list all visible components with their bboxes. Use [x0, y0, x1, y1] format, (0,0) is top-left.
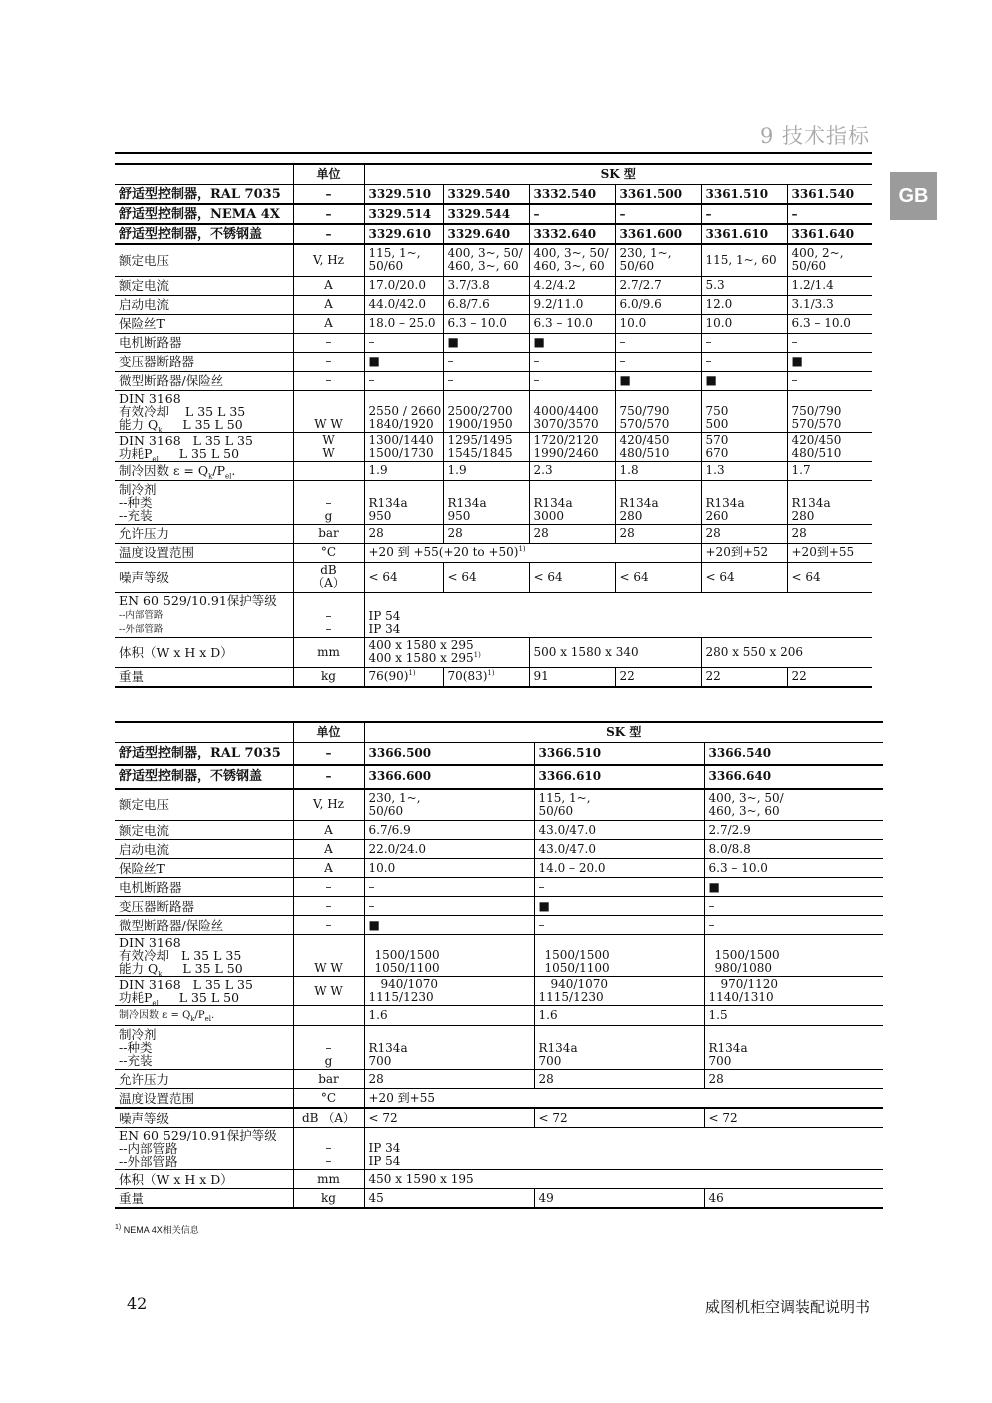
cell: R134a 700	[534, 1026, 704, 1070]
cell: –	[534, 878, 704, 897]
cell: 22	[787, 667, 872, 687]
cell: 3329.610	[364, 224, 443, 244]
row-label: 舒适型控制器，不锈钢盖	[115, 224, 293, 244]
table-row-cooling	[115, 935, 883, 977]
row-label: 舒适型控制器，NEMA 4X	[115, 204, 293, 224]
row-unit: °C	[293, 1089, 364, 1109]
cell: –	[701, 333, 787, 352]
table-row	[115, 543, 872, 562]
cell: 28	[787, 524, 872, 543]
header-unit: 单位	[293, 164, 364, 185]
cell: –	[787, 371, 872, 390]
row-unit: –	[293, 224, 364, 244]
row-unit: W W	[293, 432, 364, 461]
row-label: 微型断路器/保险丝	[115, 371, 293, 390]
cell: 22	[615, 667, 701, 687]
cell: 400 x 1580 x 295 400 x 1580 x 295$^{1)}$	[364, 637, 529, 667]
cell: < 64	[529, 562, 615, 592]
cell: 2550 / 2660 1840/1920	[364, 390, 443, 432]
row-label: 制冷剂 --种类 --充装	[115, 1026, 293, 1070]
cell: 43.0/47.0	[534, 821, 704, 840]
cell: –	[615, 204, 701, 224]
cell: 750 500	[701, 390, 787, 432]
cell: 10.0	[615, 314, 701, 333]
header-blank	[115, 164, 293, 185]
cell: 3361.540	[787, 185, 872, 205]
cell: < 64	[443, 562, 529, 592]
table-row	[115, 295, 872, 314]
table-row	[115, 916, 883, 935]
cell: R134a 280	[787, 480, 872, 524]
table-row	[115, 314, 872, 333]
table-row	[115, 859, 883, 878]
cell: 6.0/9.6	[615, 295, 701, 314]
cell: 28	[443, 524, 529, 543]
row-unit: A	[293, 840, 364, 859]
cell: 17.0/20.0	[364, 276, 443, 295]
cell: ■	[364, 352, 443, 371]
table-row	[115, 1189, 883, 1209]
cell: 1.9	[364, 461, 443, 480]
row-label: 温度设置范围	[115, 543, 293, 562]
row-label: 电机断路器	[115, 878, 293, 897]
row-unit: mm	[293, 1170, 364, 1189]
spec-table-1	[115, 163, 872, 688]
cell: < 72	[534, 1108, 704, 1128]
row-unit: – g	[293, 480, 364, 524]
row-label: 额定电流	[115, 821, 293, 840]
row-label: 制冷剂 --种类 --充装	[115, 480, 293, 524]
cell: 3366.500	[364, 743, 534, 765]
row-unit: –	[293, 916, 364, 935]
cell: ■	[534, 897, 704, 916]
row-label: 体积（W x H x D）	[115, 1170, 293, 1189]
top-rule	[115, 152, 872, 154]
cell: R134a 700	[704, 1026, 883, 1070]
row-label: DIN 3168 L 35 L 35 功耗$P_{el}$ L 35 L 50	[115, 432, 293, 461]
row-unit: – –	[293, 1128, 364, 1170]
cell: 1.7	[787, 461, 872, 480]
cell: < 64	[364, 562, 443, 592]
table-row	[115, 637, 872, 667]
cell: 45	[364, 1189, 534, 1209]
row-unit: bar	[293, 1070, 364, 1089]
cell: 28	[364, 1070, 534, 1089]
cell: 115, 1~, 60	[701, 244, 787, 276]
table-row	[115, 1170, 883, 1189]
row-label: EN 60 529/10.91保护等级 --内部管路 --外部管路	[115, 1128, 293, 1170]
cell: 2500/2700 1900/1950	[443, 390, 529, 432]
cell: 115, 1~, 50/60	[364, 244, 443, 276]
table-row	[115, 461, 872, 480]
cell: –	[704, 897, 883, 916]
cell: 230, 1~, 50/60	[615, 244, 701, 276]
cell: 400, 2~, 50/60	[787, 244, 872, 276]
table-row	[115, 204, 872, 224]
row-unit: A	[293, 314, 364, 333]
cell: IP 34 IP 54	[364, 1128, 883, 1170]
cell: –	[534, 916, 704, 935]
cell: 3329.540	[443, 185, 529, 205]
row-unit: –	[293, 743, 364, 765]
row-label: 微型断路器/保险丝	[115, 916, 293, 935]
table-row	[115, 371, 872, 390]
cell: 4000/4400 3070/3570	[529, 390, 615, 432]
cell: 750/790 570/570	[787, 390, 872, 432]
cell: R134a 260	[701, 480, 787, 524]
cell: $76(90)^{1)}$	[364, 667, 443, 687]
header-type: SK 型	[364, 722, 883, 743]
table-row	[115, 276, 872, 295]
cell: –	[364, 333, 443, 352]
cell: 6.3 – 10.0	[787, 314, 872, 333]
cell: 450 x 1590 x 195	[364, 1170, 883, 1189]
cell: –	[529, 352, 615, 371]
cell: –	[529, 204, 615, 224]
page-number: 42	[127, 1294, 148, 1313]
row-unit: –	[293, 897, 364, 916]
row-label: 制冷因数 $\varepsilon = Q_k/P_{el}$.	[115, 461, 293, 480]
cell: 940/1070 1115/1230	[534, 977, 704, 1006]
header-blank	[115, 722, 293, 743]
cell: 28	[704, 1070, 883, 1089]
cell: 115, 1~, 50/60	[534, 789, 704, 821]
table-header-row	[115, 164, 872, 185]
row-label: 允许压力	[115, 1070, 293, 1089]
table-row-cooling	[115, 390, 872, 432]
row-label: 重量	[115, 1189, 293, 1209]
row-unit: –	[293, 765, 364, 789]
table-row	[115, 244, 872, 276]
row-unit	[293, 461, 364, 480]
table-row	[115, 524, 872, 543]
header-type: SK 型	[364, 164, 872, 185]
cell: 10.0	[701, 314, 787, 333]
cell: –	[443, 371, 529, 390]
row-unit	[293, 1006, 364, 1026]
cell: ■	[615, 371, 701, 390]
cell: 3.7/3.8	[443, 276, 529, 295]
row-label: 保险丝T	[115, 859, 293, 878]
cell: 570 670	[701, 432, 787, 461]
cell: R134a 280	[615, 480, 701, 524]
cell: 3361.640	[787, 224, 872, 244]
row-unit: A	[293, 276, 364, 295]
cell: 43.0/47.0	[534, 840, 704, 859]
cell: 22.0/24.0	[364, 840, 534, 859]
cell: 500 x 1580 x 340	[529, 637, 701, 667]
table-row	[115, 743, 883, 765]
row-label: 保险丝T	[115, 314, 293, 333]
cell: –	[787, 333, 872, 352]
table-row	[115, 1006, 883, 1026]
row-label: 体积（W x H x D）	[115, 637, 293, 667]
cell: –	[529, 371, 615, 390]
cell: 6.3 – 10.0	[704, 859, 883, 878]
cell: 4.2/4.2	[529, 276, 615, 295]
table-row-protection	[115, 592, 872, 637]
cell: 22	[701, 667, 787, 687]
cell: –	[787, 204, 872, 224]
cell: 14.0 – 20.0	[534, 859, 704, 878]
row-label: 额定电压	[115, 244, 293, 276]
cell: 46	[704, 1189, 883, 1209]
cell: < 72	[704, 1108, 883, 1128]
row-unit: – –	[293, 592, 364, 637]
cell: 1.6	[364, 1006, 534, 1026]
cell: 28	[615, 524, 701, 543]
cell: 18.0 – 25.0	[364, 314, 443, 333]
table-row-protection	[115, 1128, 883, 1170]
table-row-power	[115, 977, 883, 1006]
row-unit: V, Hz	[293, 244, 364, 276]
row-unit: W W	[293, 977, 364, 1006]
table-row	[115, 667, 872, 687]
cell: 420/450 480/510	[787, 432, 872, 461]
row-label: 舒适型控制器，不锈钢盖	[115, 765, 293, 789]
row-label: DIN 3168 有效冷却 L 35 L 35 能力 $Q_k$ L 35 L 50	[115, 935, 293, 977]
cell: 3332.540	[529, 185, 615, 205]
row-unit: mm	[293, 637, 364, 667]
cell: 3361.510	[701, 185, 787, 205]
language-tab: GB	[890, 172, 937, 220]
row-unit: W W	[293, 935, 364, 977]
table-row	[115, 185, 872, 205]
row-label: 允许压力	[115, 524, 293, 543]
cell: 3329.510	[364, 185, 443, 205]
table-row	[115, 765, 883, 789]
cell: ■	[364, 916, 534, 935]
cell: 10.0	[364, 859, 534, 878]
cell: 12.0	[701, 295, 787, 314]
row-label: DIN 3168 L 35 L 35 功耗$P_{el}$ L 35 L 50	[115, 977, 293, 1006]
cell: ■	[443, 333, 529, 352]
cell: 280 x 550 x 206	[701, 637, 872, 667]
row-label: 额定电压	[115, 789, 293, 821]
cell: 3329.544	[443, 204, 529, 224]
cell: –	[704, 916, 883, 935]
cell: 400, 3~, 50/ 460, 3~, 60	[529, 244, 615, 276]
cell: IP 54 IP 34	[364, 592, 872, 637]
cell: 2.7/2.9	[704, 821, 883, 840]
table-row	[115, 352, 872, 371]
document-title: 威图机柜空调装配说明书	[704, 1298, 870, 1316]
row-unit: –	[293, 185, 364, 205]
cell: 6.3 – 10.0	[529, 314, 615, 333]
cell: ■	[787, 352, 872, 371]
cell: 6.8/7.6	[443, 295, 529, 314]
cell: –	[443, 352, 529, 371]
row-label: EN 60 529/10.91保护等级 --内部管路 --外部管路	[115, 592, 293, 637]
cell: 28	[529, 524, 615, 543]
cell: 1.2/1.4	[787, 276, 872, 295]
cell: < 64	[787, 562, 872, 592]
row-label: 噪声等级	[115, 1108, 293, 1128]
cell: 1.3	[701, 461, 787, 480]
spec-table-2	[115, 721, 883, 1209]
cell: 6.3 – 10.0	[443, 314, 529, 333]
cell: +20 到+55	[364, 1089, 883, 1109]
cell: 28	[534, 1070, 704, 1089]
cell: +20到+52	[701, 543, 787, 562]
table-row	[115, 840, 883, 859]
table-row	[115, 1108, 883, 1128]
row-label: 重量	[115, 667, 293, 687]
table-row	[115, 1089, 883, 1109]
row-unit: kg	[293, 1189, 364, 1209]
cell: 3366.510	[534, 743, 704, 765]
cell: 230, 1~, 50/60	[364, 789, 534, 821]
cell: 1500/1500 1050/1100	[364, 935, 534, 977]
row-unit: kg	[293, 667, 364, 687]
cell: < 72	[364, 1108, 534, 1128]
cell: –	[701, 204, 787, 224]
row-unit: –	[293, 371, 364, 390]
cell: 3329.514	[364, 204, 443, 224]
cell: 420/450 480/510	[615, 432, 701, 461]
cell: < 64	[615, 562, 701, 592]
cell: 28	[364, 524, 443, 543]
table-row	[115, 224, 872, 244]
table-row-refrigerant	[115, 480, 872, 524]
cell: 6.7/6.9	[364, 821, 534, 840]
cell: R134a 950	[443, 480, 529, 524]
table-row	[115, 897, 883, 916]
cell: R134a 700	[364, 1026, 534, 1070]
row-label: 制冷因数 $\varepsilon = Q_k/P_{el}$.	[115, 1006, 293, 1026]
cell: 3366.600	[364, 765, 534, 789]
table-row	[115, 562, 872, 592]
table-row-power	[115, 432, 872, 461]
cell: 91	[529, 667, 615, 687]
row-label: 舒适型控制器，RAL 7035	[115, 185, 293, 205]
cell: –	[364, 878, 534, 897]
cell: 1295/1495 1545/1845	[443, 432, 529, 461]
cell: 400, 3~, 50/ 460, 3~, 60	[443, 244, 529, 276]
row-label: 启动电流	[115, 295, 293, 314]
section-title: 9 技术指标	[759, 124, 870, 148]
table-row-refrigerant	[115, 1026, 883, 1070]
row-label: 额定电流	[115, 276, 293, 295]
cell: 1720/2120 1990/2460	[529, 432, 615, 461]
cell: 3361.500	[615, 185, 701, 205]
row-unit: –	[293, 333, 364, 352]
row-unit: A	[293, 821, 364, 840]
cell: 2.3	[529, 461, 615, 480]
row-label: 启动电流	[115, 840, 293, 859]
cell: $70(83)^{1)}$	[443, 667, 529, 687]
row-unit: dB （A）	[293, 562, 364, 592]
cell: 940/1070 1115/1230	[364, 977, 534, 1006]
row-unit: W W	[293, 390, 364, 432]
row-unit: V, Hz	[293, 789, 364, 821]
cell: 44.0/42.0	[364, 295, 443, 314]
row-unit: –	[293, 204, 364, 224]
cell: 970/1120 1140/1310	[704, 977, 883, 1006]
cell: 3366.610	[534, 765, 704, 789]
row-label: 舒适型控制器，RAL 7035	[115, 743, 293, 765]
row-unit: bar	[293, 524, 364, 543]
cell: –	[364, 897, 534, 916]
cell: 3366.540	[704, 743, 883, 765]
cell: 3366.640	[704, 765, 883, 789]
cell: 750/790 570/570	[615, 390, 701, 432]
row-label: DIN 3168 有效冷却 L 35 L 35 能力 $Q_k$ L 35 L 50	[115, 390, 293, 432]
cell: < 64	[701, 562, 787, 592]
table-header-row	[115, 722, 883, 743]
row-label: 温度设置范围	[115, 1089, 293, 1109]
cell: 400, 3~, 50/ 460, 3~, 60	[704, 789, 883, 821]
cell: 9.2/11.0	[529, 295, 615, 314]
cell: +20 到 +55(+20 to +50)$^{1)}$	[364, 543, 701, 562]
cell: R134a 3000	[529, 480, 615, 524]
cell: 3329.640	[443, 224, 529, 244]
row-label: 噪声等级	[115, 562, 293, 592]
cell: ■	[529, 333, 615, 352]
cell: 3361.600	[615, 224, 701, 244]
cell: 8.0/8.8	[704, 840, 883, 859]
cell: 28	[701, 524, 787, 543]
cell: 1.5	[704, 1006, 883, 1026]
cell: 3361.610	[701, 224, 787, 244]
cell: ■	[701, 371, 787, 390]
cell: 3.1/3.3	[787, 295, 872, 314]
cell: +20到+55	[787, 543, 872, 562]
cell: 1.9	[443, 461, 529, 480]
cell: –	[615, 333, 701, 352]
cell: 49	[534, 1189, 704, 1209]
table-row	[115, 878, 883, 897]
cell: 1300/1440 1500/1730	[364, 432, 443, 461]
cell: 5.3	[701, 276, 787, 295]
cell: ■	[704, 878, 883, 897]
header-unit: 单位	[293, 722, 364, 743]
cell: 2.7/2.7	[615, 276, 701, 295]
cell: 1.6	[534, 1006, 704, 1026]
row-unit: – g	[293, 1026, 364, 1070]
footnote: $^{1)}$ NEMA 4X相关信息	[115, 1224, 199, 1235]
table-row	[115, 821, 883, 840]
row-unit: –	[293, 878, 364, 897]
cell: 1500/1500 1050/1100	[534, 935, 704, 977]
row-unit: dB （A）	[293, 1108, 364, 1128]
cell: 3332.640	[529, 224, 615, 244]
cell: –	[615, 352, 701, 371]
row-unit: °C	[293, 543, 364, 562]
cell: –	[364, 371, 443, 390]
table-row	[115, 333, 872, 352]
row-unit: –	[293, 352, 364, 371]
row-label: 变压器断路器	[115, 897, 293, 916]
row-unit: A	[293, 295, 364, 314]
row-label: 变压器断路器	[115, 352, 293, 371]
row-unit: A	[293, 859, 364, 878]
cell: R134a 950	[364, 480, 443, 524]
row-label: 电机断路器	[115, 333, 293, 352]
cell: 1.8	[615, 461, 701, 480]
cell: 1500/1500 980/1080	[704, 935, 883, 977]
table-row	[115, 789, 883, 821]
table-row	[115, 1070, 883, 1089]
cell: –	[701, 352, 787, 371]
